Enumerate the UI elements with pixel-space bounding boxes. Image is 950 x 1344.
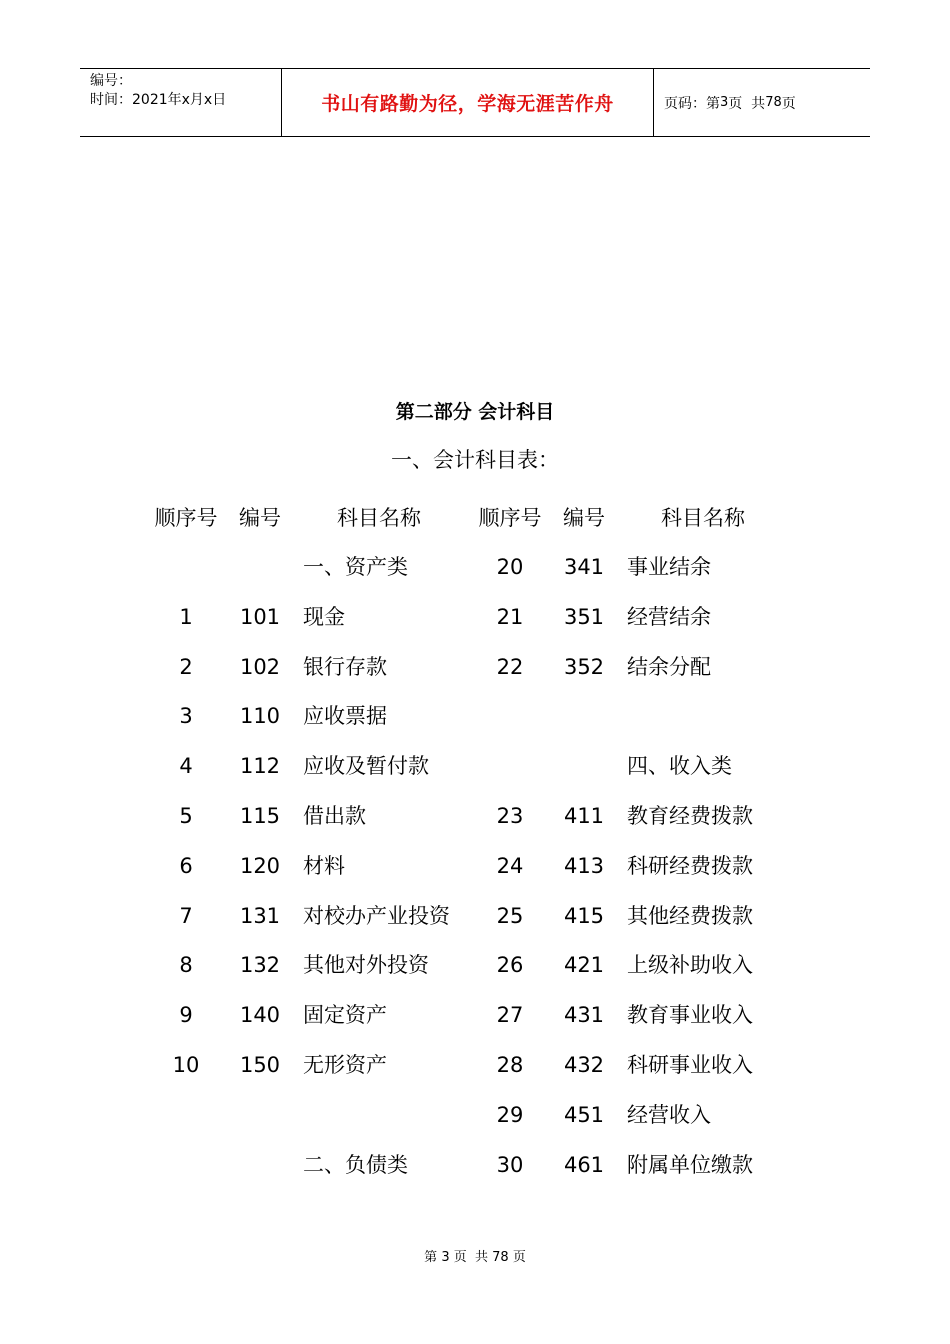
right-row-name: 教育事业收入: [627, 1003, 753, 1028]
left-row-name: 材料: [303, 853, 345, 878]
right-row-code: 431: [563, 1003, 605, 1028]
footer-prefix: 第: [424, 1250, 438, 1265]
left-row-seq: 9: [179, 1003, 193, 1028]
right-header-name: 科目名称: [661, 506, 745, 530]
left-row-seq: 4: [179, 754, 193, 779]
right-header-seq: 顺序号: [478, 506, 542, 530]
right-header-code: 编号: [563, 506, 605, 530]
section-subtitle: 一、会计科目表：: [391, 448, 559, 472]
page-prefix: 页码：第: [664, 95, 720, 112]
left-row-code: 110: [239, 704, 281, 729]
right-row-code: 411: [563, 804, 605, 828]
right-row-name: 事业结余: [627, 555, 711, 579]
left-row-code: 132: [239, 953, 281, 978]
right-row-code: 352: [563, 654, 605, 679]
right-row-seq: 25: [496, 903, 524, 928]
left-row-code: 150: [239, 1053, 281, 1077]
left-row-seq: 5: [179, 804, 193, 828]
left-row-seq: 2: [179, 654, 193, 679]
left-row-code: 101: [239, 604, 281, 629]
left-row-seq: 6: [179, 853, 193, 878]
right-row-name: 附属单位缴款: [627, 1152, 753, 1177]
right-row-name: 科研事业收入: [627, 1053, 753, 1077]
left-row-code: 102: [239, 654, 281, 679]
right-row-code: 415: [563, 903, 605, 928]
left-row-name: 一、资产类: [303, 555, 408, 579]
left-row-name: 银行存款: [303, 654, 387, 679]
left-row-code: 131: [239, 903, 281, 928]
left-row-seq: 7: [179, 903, 193, 928]
right-row-name: 经营收入: [627, 1102, 711, 1127]
right-row-seq: 28: [496, 1053, 524, 1077]
left-row-name: 二、负债类: [303, 1152, 408, 1177]
left-row-code: 120: [239, 853, 281, 878]
right-row-seq: 24: [496, 853, 524, 878]
right-row-name: 上级补助收入: [627, 953, 753, 978]
page-current: 3: [720, 95, 729, 110]
page-footer: [0, 1246, 950, 1265]
right-row-name: 其他经费拨款: [627, 903, 753, 928]
right-row-seq: 27: [496, 1003, 524, 1028]
left-row-name: 其他对外投资: [303, 953, 429, 978]
left-row-seq: 10: [172, 1053, 200, 1077]
section-title: 第二部分 会计科目: [395, 401, 555, 423]
footer-total: 78: [492, 1250, 509, 1265]
right-row-seq: 20: [496, 555, 524, 579]
left-row-name: 固定资产: [303, 1003, 387, 1028]
left-row-seq: 3: [179, 704, 193, 729]
right-row-seq: 30: [496, 1152, 524, 1177]
right-row-seq: 22: [496, 654, 524, 679]
right-row-code: 432: [563, 1053, 605, 1077]
left-row-code: 112: [239, 754, 281, 779]
footer-mid: 页 共: [453, 1250, 488, 1265]
right-row-name: 科研经费拨款: [627, 853, 753, 878]
page-total: 78: [765, 95, 782, 110]
right-row-code: 461: [563, 1152, 605, 1177]
right-row-name: 经营结余: [627, 604, 711, 629]
left-row-name: 借出款: [303, 804, 366, 828]
header-motto: 书山有路勤为径，学海无涯苦作舟: [282, 69, 654, 136]
right-row-name: 四、收入类: [627, 754, 732, 779]
left-header-seq: 顺序号: [154, 506, 218, 530]
left-row-name: 应收票据: [303, 704, 387, 729]
left-header-code: 编号: [239, 506, 281, 530]
header-info: [80, 69, 282, 136]
page-mid: 页 共: [728, 95, 766, 112]
document-number-label: 编号：: [90, 73, 132, 89]
right-row-seq: 21: [496, 604, 524, 629]
right-row-name: 结余分配: [627, 654, 711, 679]
left-row-name: 对校办产业投资: [303, 903, 450, 928]
right-row-name: 教育经费拨款: [627, 804, 753, 828]
left-row-name: 现金: [303, 604, 345, 629]
left-header-name: 科目名称: [337, 506, 421, 530]
right-row-code: 341: [563, 555, 605, 579]
left-row-name: 无形资产: [303, 1053, 387, 1077]
right-row-seq: 29: [496, 1102, 524, 1127]
header-page-number: [654, 69, 870, 136]
page-header: [80, 68, 870, 137]
document-time: 时间：2021年x月x日: [90, 92, 227, 108]
footer-current: 3: [441, 1250, 450, 1265]
right-row-code: 421: [563, 953, 605, 978]
right-row-code: 451: [563, 1102, 605, 1127]
left-row-code: 115: [239, 804, 281, 828]
right-row-code: 413: [563, 853, 605, 878]
left-row-seq: 8: [179, 953, 193, 978]
right-row-seq: 26: [496, 953, 524, 978]
right-row-code: 351: [563, 604, 605, 629]
left-row-seq: 1: [179, 604, 193, 629]
page-suffix: 页: [781, 95, 796, 112]
left-row-code: 140: [239, 1003, 281, 1028]
left-row-name: 应收及暂付款: [303, 754, 429, 779]
footer-suffix: 页: [512, 1250, 526, 1265]
right-row-seq: 23: [496, 804, 524, 828]
